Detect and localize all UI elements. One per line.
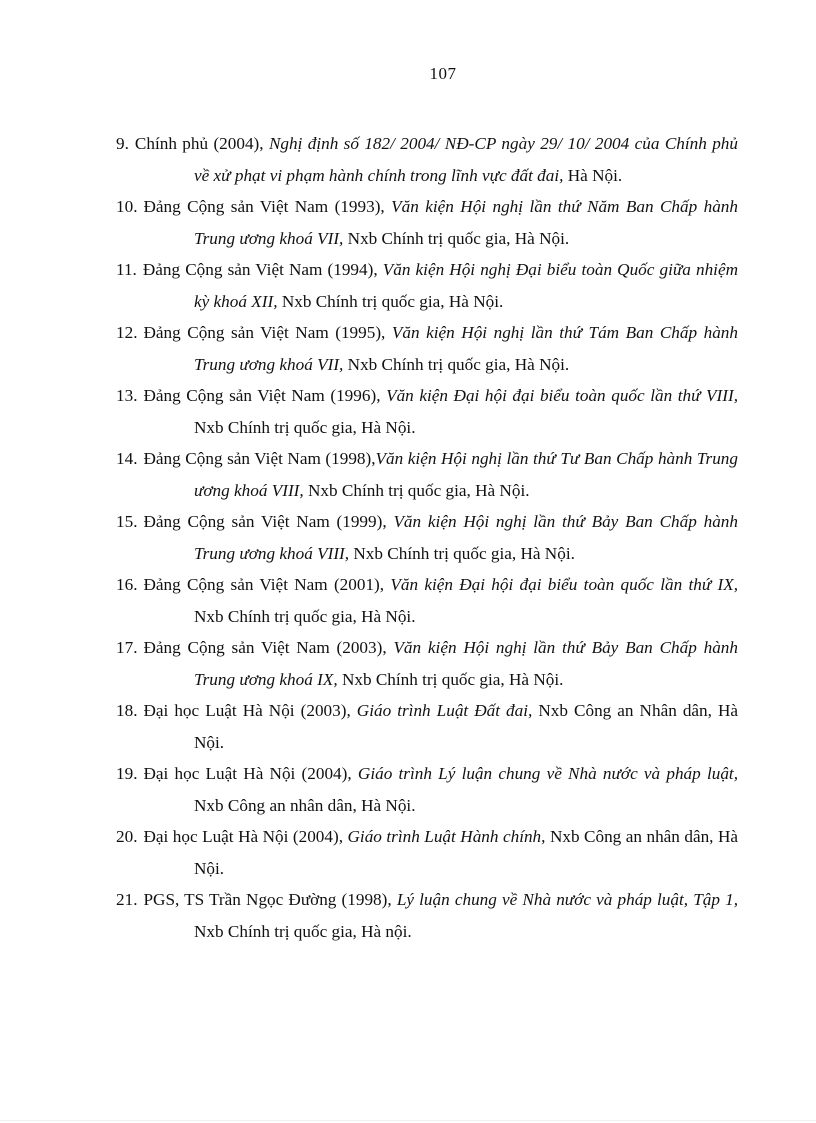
reference-item-14: [116, 443, 738, 506]
reference-title: Văn kiện Đại hội đại biểu toàn quốc lần thứ VIII,: [386, 386, 739, 405]
reference-author: Đảng Cộng sản Việt Nam (2001),: [143, 575, 385, 594]
reference-publisher: , Nxb Công an nhân dân, Hà Nội.: [194, 827, 739, 878]
reference-author: Chính phủ (2004),: [134, 134, 264, 153]
reference-title: Văn kiện Hội nghị lần thứ Tư Ban Chấp hành Trung ương khoá VIII,: [194, 449, 738, 500]
reference-number: 18.: [116, 701, 138, 720]
reference-item-13: [116, 380, 738, 443]
reference-publisher: Nxb Chính trị quốc gia, Hà Nội.: [308, 480, 530, 500]
reference-number: 12.: [116, 323, 138, 342]
reference-publisher: Nxb Chính trị quốc gia, Hà Nội.: [281, 291, 504, 311]
reference-item-15: [116, 506, 738, 569]
reference-number: 9.: [116, 134, 129, 153]
page-number: 107: [429, 64, 457, 83]
reference-title: Văn kiện Hội nghị lần thứ Bảy Ban Chấp hành Trung ương khoá IX,: [194, 638, 738, 689]
reference-author: Đại học Luật Hà Nội (2004),: [143, 827, 343, 846]
reference-number: 15.: [116, 512, 138, 531]
reference-item-9: [116, 128, 738, 191]
reference-title: Văn kiện Hội nghị Đại biểu toàn Quốc giữa nhiệm kỳ khoá XII,: [194, 260, 738, 311]
reference-title: Giáo trình Luật Hành chính: [347, 827, 542, 846]
reference-number: 16.: [116, 575, 138, 594]
reference-number: 19.: [116, 764, 138, 783]
reference-item-10: [116, 191, 738, 254]
reference-number: 11.: [116, 260, 137, 279]
reference-item-21: [116, 884, 738, 947]
reference-publisher: Nxb Công an Nhân dân, Hà Nội.: [194, 701, 739, 752]
reference-item-19: [116, 758, 738, 821]
reference-title: Văn kiện Hội nghị lần thứ Tám Ban Chấp hành Trung ương khoá VII,: [194, 323, 738, 374]
reference-number: 13.: [116, 386, 138, 405]
reference-author: PGS, TS Trần Ngọc Đường (1998),: [143, 890, 392, 909]
reference-item-17: [116, 632, 738, 695]
reference-number: 21.: [116, 890, 138, 909]
reference-title: Nghị định số 182/ 2004/ NĐ-CP ngày 29/ 10/ 2004 của Chính phủ về xử phạt vi phạm hành chính trong lĩnh vực đất đai,: [194, 134, 738, 185]
reference-publisher: Nxb Chính trị quốc gia, Hà Nội.: [353, 543, 575, 563]
page-bottom-divider: [0, 1120, 816, 1121]
reference-publisher: Nxb Chính trị quốc gia, Hà Nội.: [194, 606, 416, 626]
reference-title: Văn kiện Đại hội đại biểu toàn quốc lần thứ IX,: [390, 575, 738, 594]
reference-item-16: [116, 569, 738, 632]
reference-item-12: [116, 317, 738, 380]
reference-publisher: Nxb Chính trị quốc gia, Hà nội.: [194, 921, 412, 941]
reference-item-18: [116, 695, 738, 758]
reference-title: Văn kiện Hội nghị lần thứ Bảy Ban Chấp hành Trung ương khoá VIII,: [194, 512, 738, 563]
reference-publisher: Nxb Chính trị quốc gia, Hà Nội.: [347, 228, 570, 248]
reference-publisher: Nxb Chính trị quốc gia, Hà Nội.: [341, 669, 564, 689]
reference-author: Đảng Cộng sản Việt Nam (1999),: [143, 512, 387, 531]
reference-author: Đảng Cộng sản Việt Nam (1995),: [143, 323, 386, 342]
reference-author: Đảng Cộng sản Việt Nam (2003),: [143, 638, 387, 657]
reference-author: Đảng Cộng sản Việt Nam (1998),: [143, 449, 376, 468]
reference-author: Đại học Luật Hà Nội (2003),: [143, 701, 351, 720]
reference-author: Đảng Cộng sản Việt Nam (1993),: [143, 197, 385, 216]
reference-publisher: Nxb Công an nhân dân, Hà Nội.: [194, 795, 416, 815]
reference-number: 20.: [116, 827, 138, 846]
reference-title: Văn kiện Hội nghị lần thứ Năm Ban Chấp hành Trung ương khoá VII,: [194, 197, 738, 248]
reference-author: Đảng Cộng sản Việt Nam (1996),: [143, 386, 381, 405]
reference-number: 17.: [116, 638, 138, 657]
reference-title: Giáo trình Lý luận chung về Nhà nước và pháp luật,: [357, 764, 738, 783]
reference-list: [116, 128, 738, 947]
reference-title: Giáo trình Luật Đất đai,: [356, 701, 533, 720]
reference-publisher: Hà Nội.: [567, 165, 623, 185]
reference-item-11: [116, 254, 738, 317]
reference-publisher: Nxb Chính trị quốc gia, Hà Nội.: [194, 417, 416, 437]
reference-item-20: [116, 821, 738, 884]
reference-author: Đảng Cộng sản Việt Nam (1994),: [142, 260, 378, 279]
reference-title: Lý luận chung về Nhà nước và pháp luật, Tập 1,: [396, 890, 738, 909]
reference-publisher: Nxb Chính trị quốc gia, Hà Nội.: [347, 354, 570, 374]
reference-number: 10.: [116, 197, 138, 216]
reference-number: 14.: [116, 449, 138, 468]
reference-author: Đại học Luật Hà Nội (2004),: [143, 764, 352, 783]
